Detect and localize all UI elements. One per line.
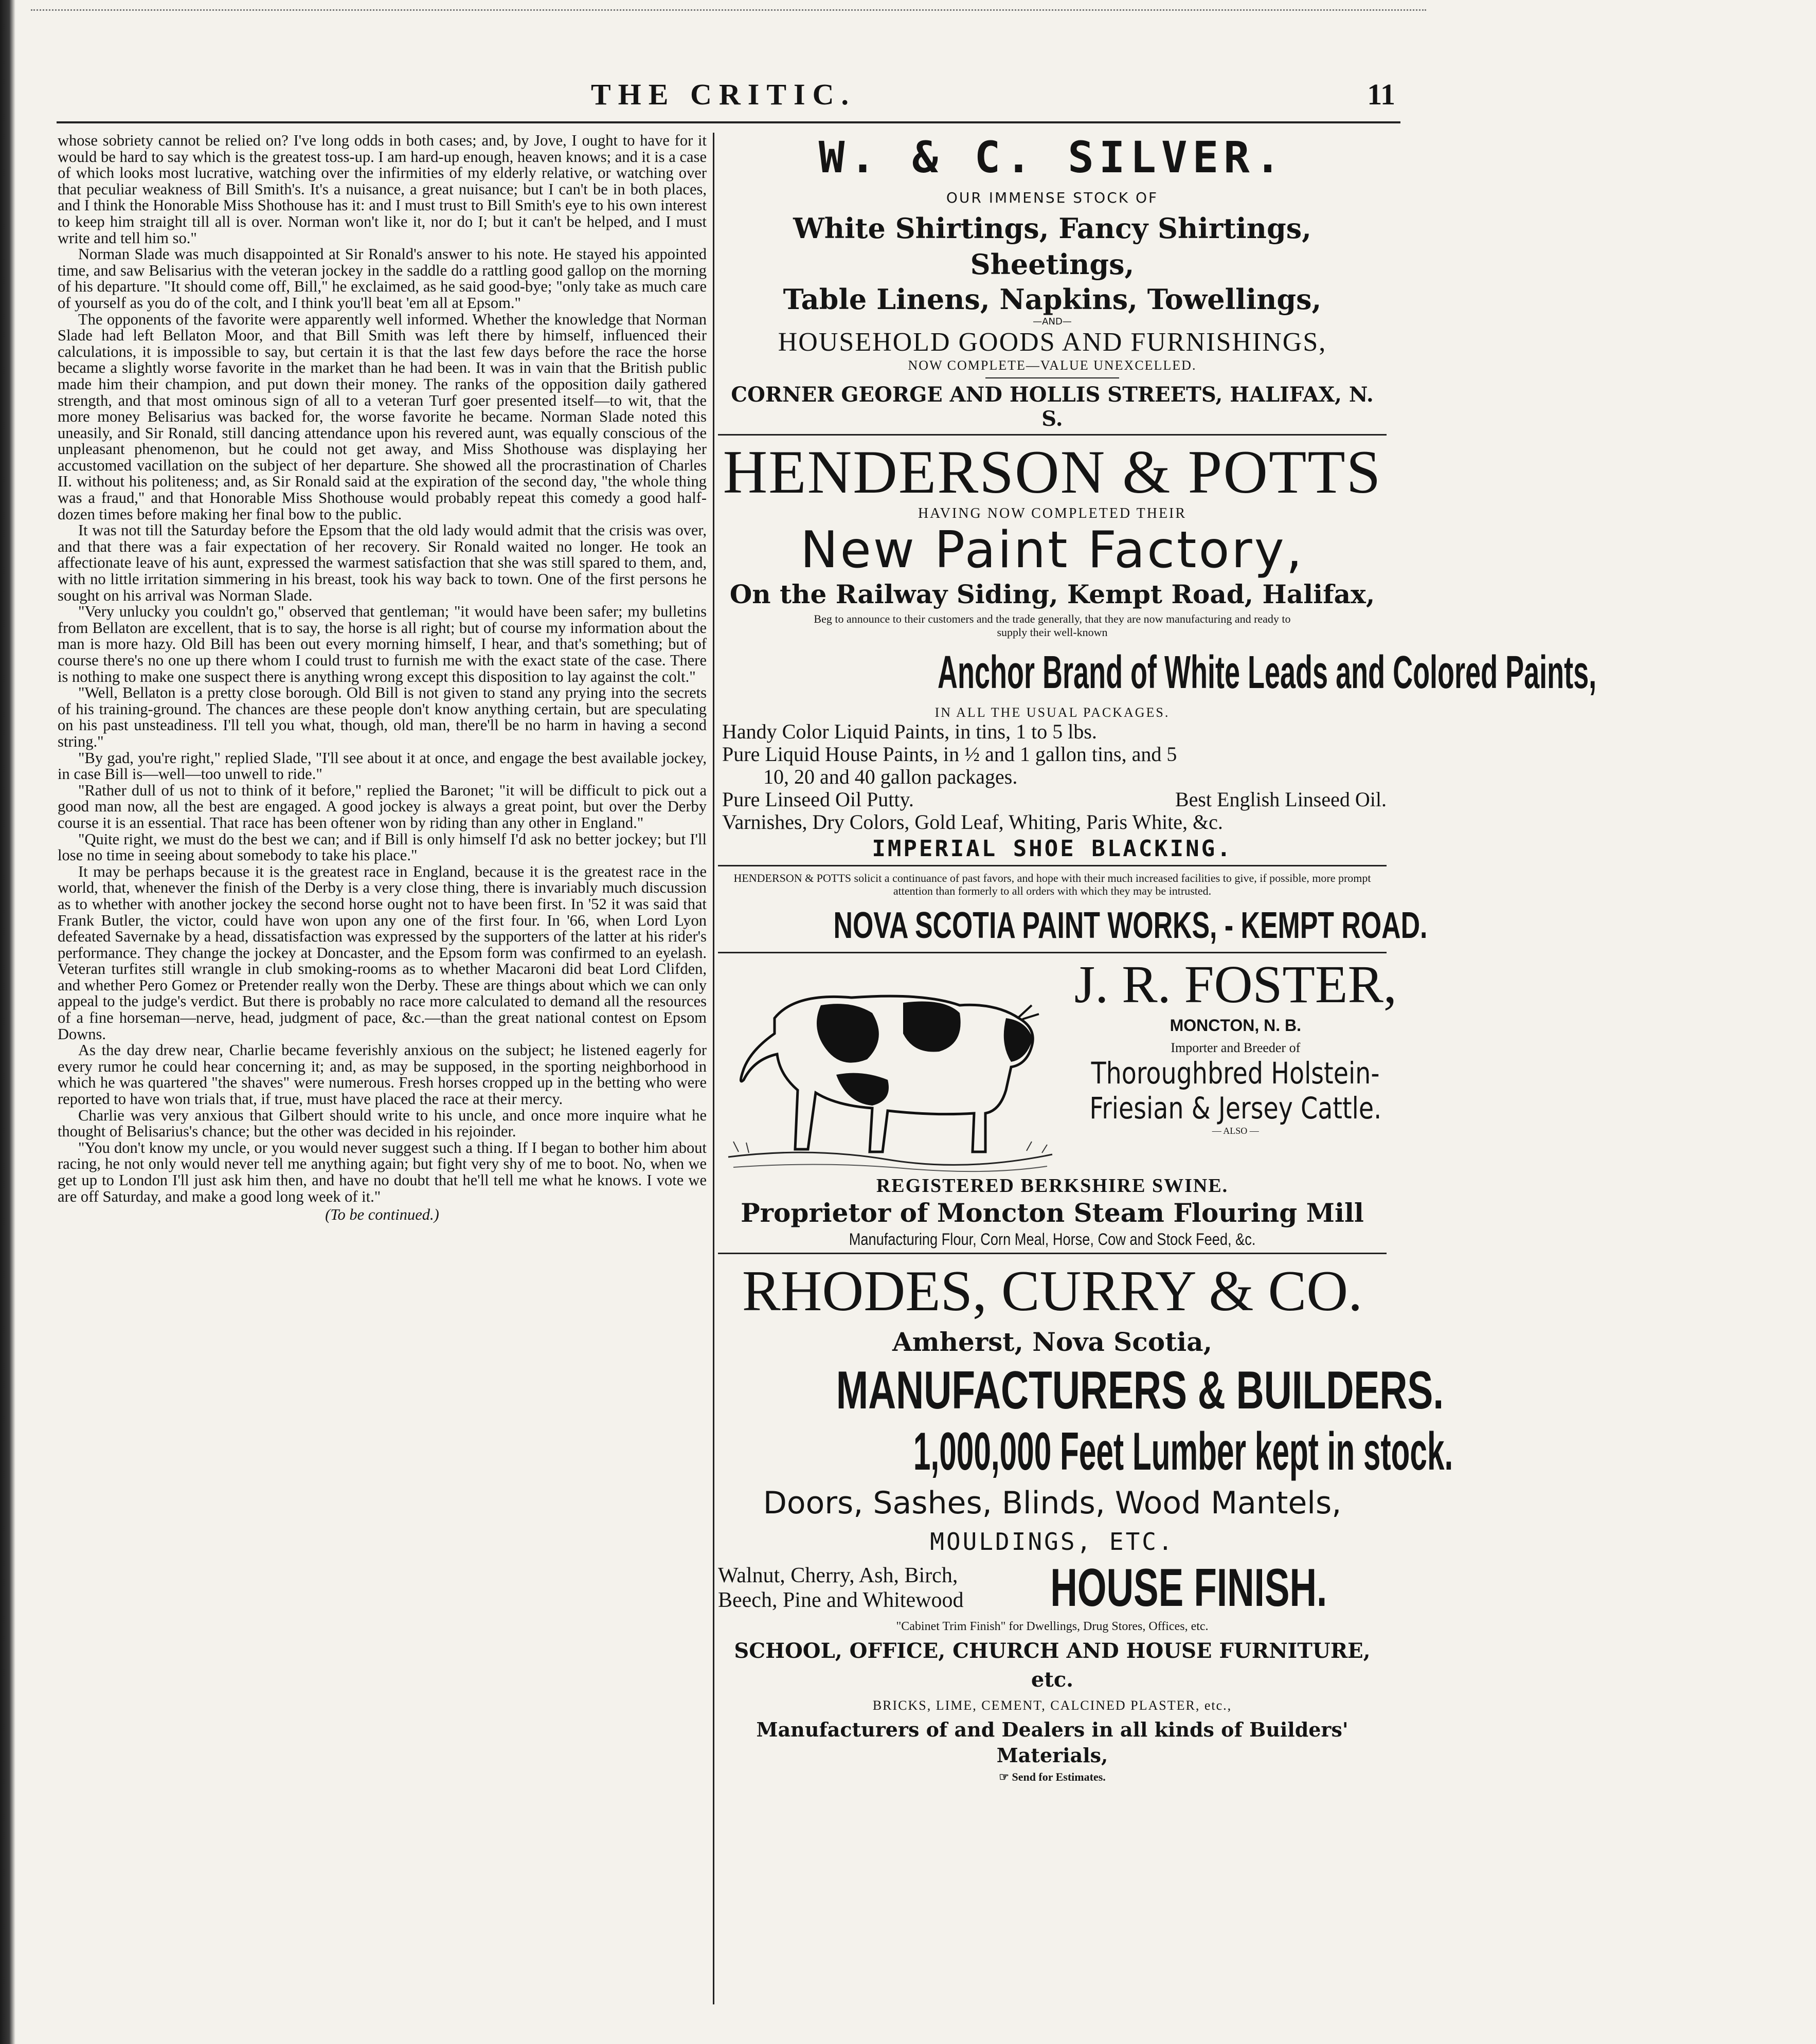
rhodes-dealers: Manufacturers of and Dealers in all kinds of Builders' Materials,: [756, 1718, 1348, 1767]
rhodes-woods-1: Walnut, Cherry, Ash, Birch,: [718, 1564, 958, 1587]
henderson-inner-rule: [718, 865, 1387, 866]
story-paragraph: "Quite right, we must do the best we can; and if Bill is only himself I'd ask no better jockey; but I'll lose no time in seeing about somebody to take his place.": [58, 830, 707, 864]
henderson-putty: Pure Linseed Oil Putty.: [722, 788, 914, 811]
silver-name: W. & C. SILVER.: [818, 132, 1286, 183]
silver-line-1: White Shirtings, Fancy Shirtings, Sheetings,: [793, 212, 1311, 281]
henderson-oil-row: [722, 788, 1387, 811]
silver-and: —AND—: [1033, 316, 1072, 327]
silver-intro: OUR IMMENSE STOCK OF: [946, 189, 1159, 206]
masthead-rule: [57, 121, 1400, 123]
story-paragraph: "Rather dull of us not to think of it before," replied the Baronet; "it will be difficult to pick out a good man now, all the best are engaged. A good jockey is always a great point, but over the Derby course it is an essential. That race has been oftener won by riding than any other in England.": [58, 781, 707, 831]
serial-story-column: [58, 133, 707, 2015]
story-paragraph: "By gad, you're right," replied Slade, "I'll see about it at once, and engage the best available jockey, in case Bill is—well—too unwell to ride.": [58, 749, 707, 783]
foster-swine: REGISTERED BERKSHIRE SWINE.: [876, 1175, 1229, 1197]
silver-address: CORNER GEORGE AND HOLLIS STREETS, HALIFAX, N. S.: [731, 383, 1374, 431]
rhodes-estimates: Send for Estimates.: [1012, 1770, 1106, 1783]
publication-title: THE CRITIC.: [591, 78, 856, 111]
rhodes-woods-2: Beech, Pine and Whitewood: [718, 1588, 964, 1612]
story-paragraph: The opponents of the favorite were apparently well informed. Whether the knowledge that Norman Slade had left Bellaton Moor, and that Bill Smith was left there by himself, influenced their calculations, it is impossible to say, but certain it is that the last few days before the race the horse became a slightly worse favorite in the market than he had been. It was in vain that the British public made him their champion, and put down their money. The ranks of the opposition daily gathered strength, and that most ominous sign of all to a veteran Turf goer presented itself—to wit, that the more money Belisarius was backed for, the worse favorite he became. Norman Slade noted this uneasily, and Sir Ronald, still dancing attendance upon his revered aunt, was equally conscious of the unpleasant phenomenon, but he could not get away, and Miss Shothouse was displaying her accustomed vacillation on the subject of her departure. She showed all the procrastination of Charles II. without his politeness; and, as Sir Ronald said at the expiration of the second day, "the whole thing was a fraud," and that Honorable Miss Shothouse would probably repeat this comedy a good half-dozen times before making her final bow to the public.: [58, 310, 707, 523]
pointing-hand-icon: ☞: [999, 1770, 1012, 1783]
story-paragraph: As the day drew near, Charlie became feverishly anxious on the subject; he listened eagerly for every rumor he could hear concerning it; and, as may be supposed, in the sporting neighborhood in which he was quartered "the shaves" were numerous. Fresh horses cropped up in the betting who were reported to have won trials that, if true, must have placed the race at their mercy.: [58, 1041, 707, 1108]
foster-breed-1: Thoroughbred Holstein-: [1091, 1056, 1380, 1091]
to-be-continued: (To be continued.): [325, 1206, 439, 1224]
story-paragraph: Norman Slade was much disappointed at Sir Ronald's answer to his note. He stayed his appointed time, and saw Belisarius with the veteran jockey in the saddle do a rattling good gallop on the morning of his departure. "It should come off, Bill," he exclaimed, as he said good-bye; "only take as much care of yourself as you do of the colt, and I think you'll beat 'em all at Epsom.": [58, 245, 707, 312]
foster-breed-2: Friesian & Jersey Cattle.: [1089, 1091, 1382, 1126]
story-paragraph: It may be perhaps because it is the greatest race in England, because it is the greatest race in the world, that, whenever the finish of the Derby is a very close thing, there is invariably much discussion as to whether with another jockey the second horse ought not to have been first. In '52 it was said that Frank Butler, the victor, could have won upon any one of the first four. In '66, when Lord Lyon defeated Savernake by a head, dissatisfaction was expressed by the supporters of the latter at his rider's performance. They change the jockey at Doncaster, and the Epsom form was confirmed to an eyelash. Veteran turfites still wrangle in club smoking-rooms as to whether Macaroni did beat Lord Clifden, and whether Pero Gomez or Pretender really won the Derby. These are things about which we can only appeal to the judge's verdict. But there is probably no race more calculated to demand all the resources of a fine horseman—nerve, head, judgment of pace, &c.—than the great national contest on Epsom Downs.: [58, 862, 707, 1043]
rhodes-house-finish: HOUSE FINISH.: [1050, 1558, 1327, 1618]
henderson-item: Handy Color Liquid Paints, in tins, 1 to 5 lbs.: [722, 720, 1097, 743]
ad-divider: [718, 1253, 1387, 1254]
rhodes-doors: Doors, Sashes, Blinds, Wood Mantels,: [763, 1485, 1342, 1521]
henderson-product-list: [718, 720, 1387, 834]
henderson-item: Pure Liquid House Paints, in ½ and 1 gallon tins, and 5: [722, 743, 1177, 766]
ad-divider: [718, 434, 1387, 436]
rhodes-bricks: BRICKS, LIME, CEMENT, CALCINED PLASTER, etc.,: [872, 1698, 1232, 1713]
foster-town: MONCTON, N. B.: [1170, 1016, 1301, 1035]
story-paragraph: It was not till the Saturday before the Epsom that the old lady would admit that the crisis was over, and that there was a fair expectation of her recovery. Sir Ronald waited no longer. He took an affectionate leave of his aunt, expressed the warmest satisfaction that she was still spared to them, and, with no little irritation simmering in his breast, took his way back to town. One of the first persons he sought on his arrival was Norman Slade.: [58, 521, 707, 604]
holstein-bull-illustration: [718, 956, 1057, 1178]
masthead: [41, 77, 1406, 123]
rhodes-house-finish-row: [718, 1560, 1387, 1616]
foster-also: — ALSO —: [1212, 1126, 1259, 1136]
rhodes-cabinet: "Cabinet Trim Finish" for Dwellings, Drug Stores, Offices, etc.: [896, 1620, 1209, 1633]
rhodes-mouldings: MOULDINGS, ETC.: [930, 1528, 1175, 1555]
column-divider: [713, 133, 714, 2004]
henderson-having: HAVING NOW COMPLETED THEIR: [918, 505, 1187, 521]
rhodes-lumber: 1,000,000 Feet Lumber kept in stock.: [913, 1422, 1453, 1481]
foster-importer: Importer and Breeder of: [1171, 1040, 1301, 1055]
story-paragraph: "Very unlucky you couldn't go," observed that gentleman; "it would have been safer; my bulletins from Bellaton are excellent, that is to say, the horse is all right; but of course my information about the man is more hazy. Old Bill has been out every morning himself, I hear, and that's something; but of course there's no one up there whom I could trust to furnish me with the exact state of the case. There is nothing to make one suspect there is anything wrong except this disposition to lay against the colt.": [58, 603, 707, 685]
rhodes-makers: MANUFACTURERS & BUILDERS.: [836, 1361, 1444, 1420]
henderson-advertisement: [718, 438, 1597, 949]
foster-advertisement: [718, 955, 1397, 1250]
page-number: 11: [1367, 78, 1395, 111]
story-paragraph: whose sobriety cannot be relied on? I've long odds in both cases; and, by Jove, I ought to have for it would be hard to say which is the greatest toss-up. I am hard-up enough, heaven knows; and it is a case of which looks most lucrative, watching over the infirmities of my elderly relative, or watching over that peculiar weakness of Bill Smith's. It's a nuisance, a great nuisance; but I can't be in both places, and I think the Honorable Miss Shothouse has it: and I must trust to Bill Smith's eye to his own interest to keep him straight till all is over. Norman won't like it, nor do I; but it can't be helped, and I must write and tell him so.": [58, 132, 707, 247]
henderson-name: HENDERSON & POTTS: [723, 438, 1382, 506]
silver-line-2: Table Linens, Napkins, Towellings,: [783, 283, 1322, 316]
henderson-linseed: Best English Linseed Oil.: [1175, 788, 1387, 811]
henderson-works: NOVA SCOTIA PAINT WORKS, - KEMPT ROAD.: [833, 905, 1428, 946]
page-binding-edge: [0, 0, 15, 2044]
henderson-brand: Anchor Brand of White Leads and Colored Paints,: [938, 647, 1597, 698]
advertisements-column: [718, 132, 1597, 2035]
silver-short-rule: [985, 377, 1119, 378]
rhodes-name: RHODES, CURRY & CO.: [742, 1259, 1363, 1323]
rhodes-town: Amherst, Nova Scotia,: [892, 1327, 1212, 1357]
ad-divider: [718, 952, 1387, 953]
foster-mill-sub: Manufacturing Flour, Corn Meal, Horse, Cow and Stock Feed, &c.: [849, 1230, 1256, 1249]
henderson-item: 10, 20 and 40 gallon packages.: [763, 765, 1018, 788]
rhodes-advertisement: [718, 1258, 1453, 1786]
rhodes-furniture: SCHOOL, OFFICE, CHURCH AND HOUSE FURNITURE, etc.: [734, 1639, 1371, 1692]
henderson-announce: Beg to announce to their customers and the trade generally, that they are now manufacturing and ready to supply their well-known: [814, 612, 1291, 639]
henderson-factory: New Paint Factory,: [800, 521, 1304, 580]
silver-advertisement: [718, 133, 1387, 431]
silver-line-3: HOUSEHOLD GOODS AND FURNISHINGS,: [778, 328, 1327, 357]
story-paragraph: Charlie was very anxious that Gilbert should write to his uncle, and once more inquire what he thought of Belisarius's chance; but the other was decided in his rejoinder.: [58, 1106, 707, 1141]
henderson-solicit: HENDERSON & POTTS solicit a continuance of past favors, and hope with their much increased facilities to give, if possible, more prompt attention than formerly to all orders with which they may be intrusted.: [733, 872, 1371, 897]
henderson-location: On the Railway Siding, Kempt Road, Halifax,: [729, 579, 1375, 609]
story-paragraph: "You don't know my uncle, or you would never suggest such a thing. If I began to bother him about racing, he not only would never tell me anything again; but fight very shy of me to boot. No, when we get up to London I'll just ask him then, and have no doubt that he'll tell me what he knows. I vote we are off Saturday, and make a good long week of it.": [58, 1138, 707, 1205]
story-paragraph: "Well, Bellaton is a pretty close borough. Old Bill is not given to stand any prying into the secrets of his training-ground. The chances are these people don't know anything certain, but are speculating on his past unsteadiness. I'll tell you what, though, old man, there'll be no harm in having a second string.": [58, 684, 707, 750]
henderson-imperial: IMPERIAL SHOE BLACKING.: [872, 836, 1233, 862]
silver-line-4: NOW COMPLETE—VALUE UNEXCELLED.: [908, 358, 1197, 373]
henderson-packages: IN ALL THE USUAL PACKAGES.: [934, 705, 1170, 720]
foster-name: J. R. FOSTER,: [1074, 955, 1397, 1014]
henderson-varnishes: Varnishes, Dry Colors, Gold Leaf, Whiting, Paris White, &c.: [722, 810, 1223, 834]
top-border-dots: [31, 9, 1426, 15]
foster-mill: Proprietor of Moncton Steam Flouring Mill: [741, 1198, 1364, 1228]
